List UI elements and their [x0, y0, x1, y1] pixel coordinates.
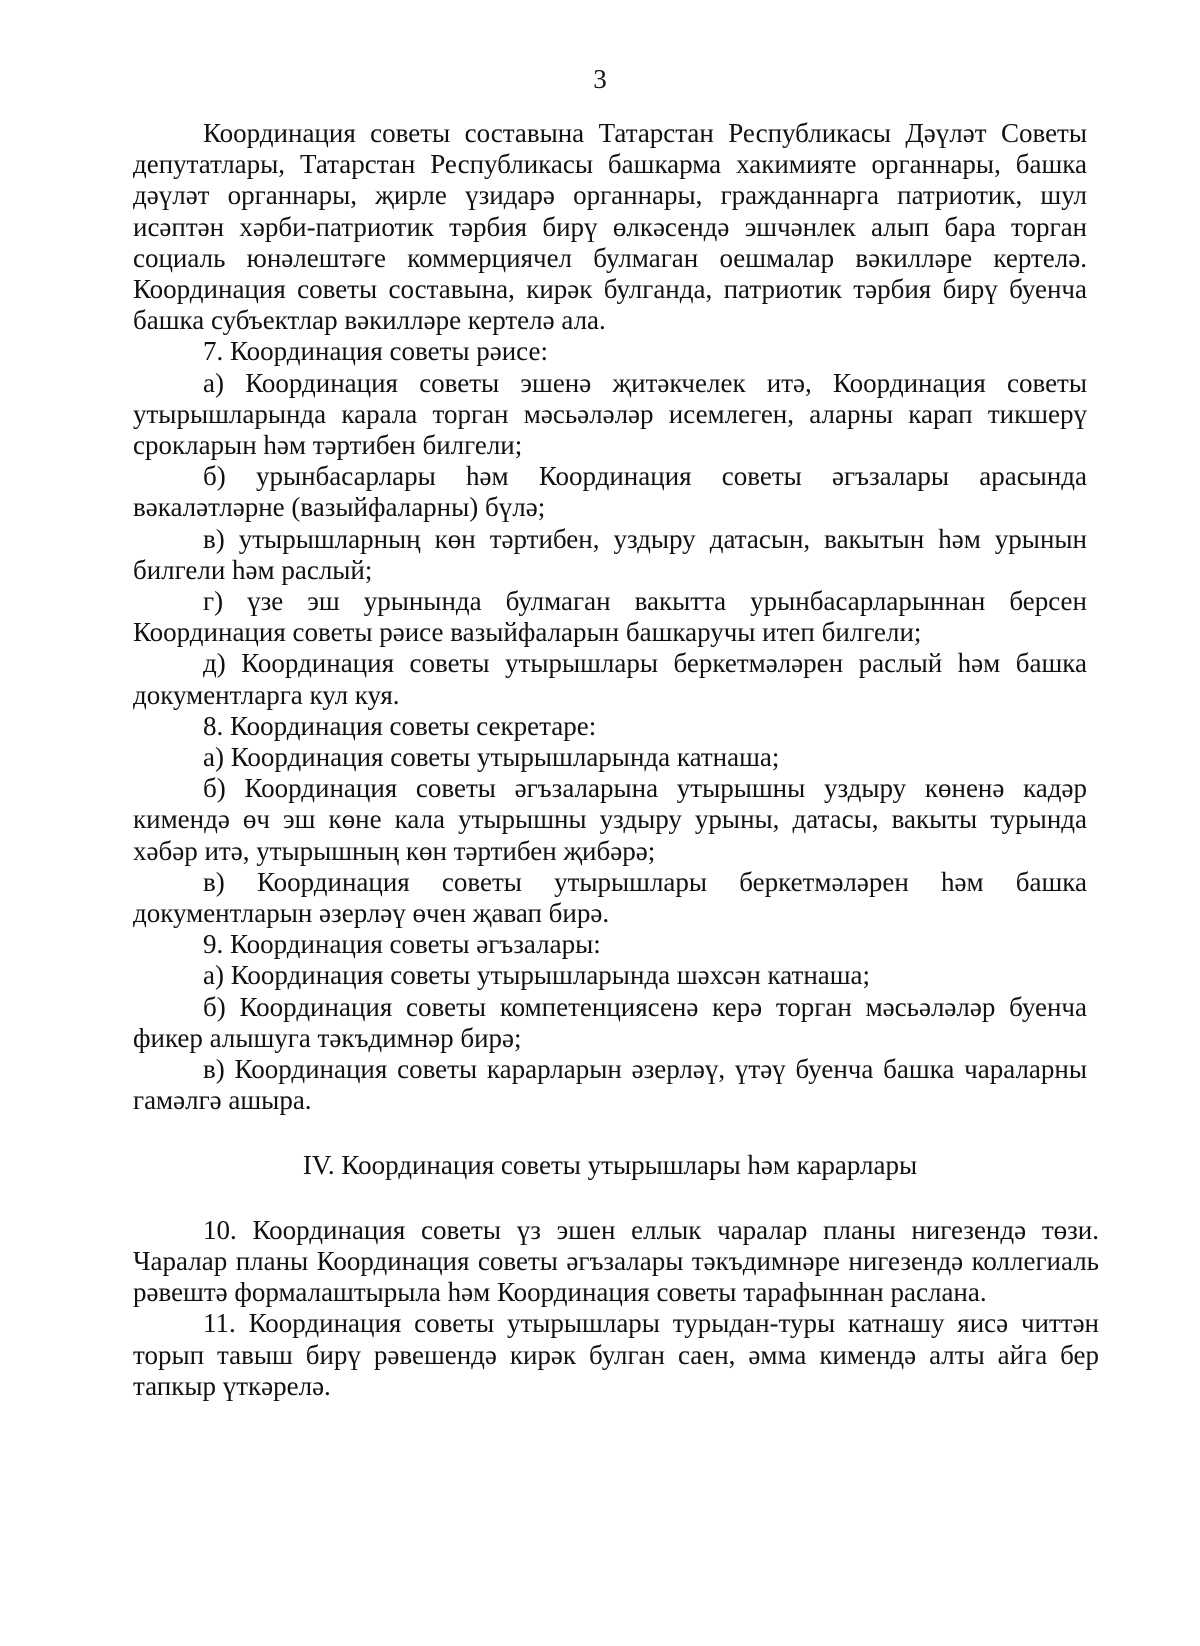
section-iv-body	[133, 1215, 1099, 1402]
paragraph-council-composition: Координация советы составына Татарстан Республикасы Дәүләт Советы депутатлары, Татарстан Республикасы башкарма хакимияте органнары, башка дәүләт органнары, җирле үзидарә органнары, гражданнарга патриотик, шул исәптән хәрби-патриотик тәрбия бирү өлкәсендә эшчәнлек алып бара торган социаль юнәлештәге коммерциячел булмаган оешмалар вәкилләре кертелә. Координация советы составына, кирәк булганда, патриотик тәрбия бирү буенча башка субъектлар вәкилләре кертелә ала.	[133, 118, 1087, 336]
paragraph-7a: а) Координация советы эшенә җитәкчелек итә, Координация советы утырышларында карала торган мәсьәләләр исемлеген, аларны карап тикшерү срокларын һәм тәртибен билгели;	[133, 367, 1087, 461]
paragraph-9b: б) Координация советы компетенциясенә керә торган мәсьәләләр буенча фикер алышуга тәкъдимнәр бирә;	[133, 991, 1087, 1053]
paragraph-7v: в) утырышларның көн тәртибен, уздыру датасын, вакытын һәм урынын билгели һәм раслый;	[133, 523, 1087, 585]
paragraph-8b: б) Координация советы әгъзаларына утырышны уздыру көненә кадәр кимендә өч эш көне кала утырышны уздыру урыны, датасы, вакыты турында хәбәр итә, утырышның көн тәртибен җибәрә;	[133, 773, 1087, 866]
paragraph-10: 10. Координация советы үз эшен еллык чаралар планы нигезендә төзи. Чаралар планы Координация советы әгъзалары тәкъдимнәре нигезендә коллегиаль рәвештә формалаштырыла һәм Координация советы тарафыннан раслана.	[133, 1214, 1099, 1308]
paragraph-7b: б) урынбасарлары һәм Координация советы әгъзалары арасында вәкаләтләрне (вазыйфаларны) бүлә;	[133, 461, 1087, 523]
paragraph-9v: в) Координация советы карарларын әзерләү, үтәү буенча башка чараларны гамәлгә ашыра.	[133, 1054, 1087, 1116]
paragraph-8-secretary: 8. Координация советы секретаре:	[203, 710, 597, 741]
paragraph-11: 11. Координация советы утырышлары турыдан-туры катнашу яисә читтән торып тавыш бирү рәвешендә кирәк булган саен, әмма кимендә алты айга бер тапкыр үткәрелә.	[133, 1308, 1099, 1401]
paragraph-7d: д) Координация советы утырышлары беркетмәләрен раслый һәм башка документларга кул куя.	[133, 648, 1087, 710]
paragraph-7g: г) үзе эш урынында булмаган вакытта урынбасарларыннан берсен Координация советы рәисе вазыйфаларын башкаручы итеп билгели;	[133, 586, 1087, 648]
paragraph-9a: а) Координация советы утырышларында шәхсән катнаша;	[203, 960, 871, 991]
page-number: 3	[593, 64, 607, 94]
paragraph-8a: а) Координация советы утырышларында катнаша;	[203, 742, 780, 773]
paragraph-9-members: 9. Координация советы әгъзалары:	[203, 929, 601, 960]
section-heading: IV. Координация советы утырышлары һәм карарлары	[302, 1149, 918, 1180]
paragraph-8v: в) Координация советы утырышлары беркетмәләрен һәм башка документларын әзерләү өчен җавап бирә.	[133, 866, 1087, 929]
document-body	[133, 118, 1099, 1402]
paragraph-7-chair: 7. Координация советы рәисе:	[203, 336, 548, 367]
